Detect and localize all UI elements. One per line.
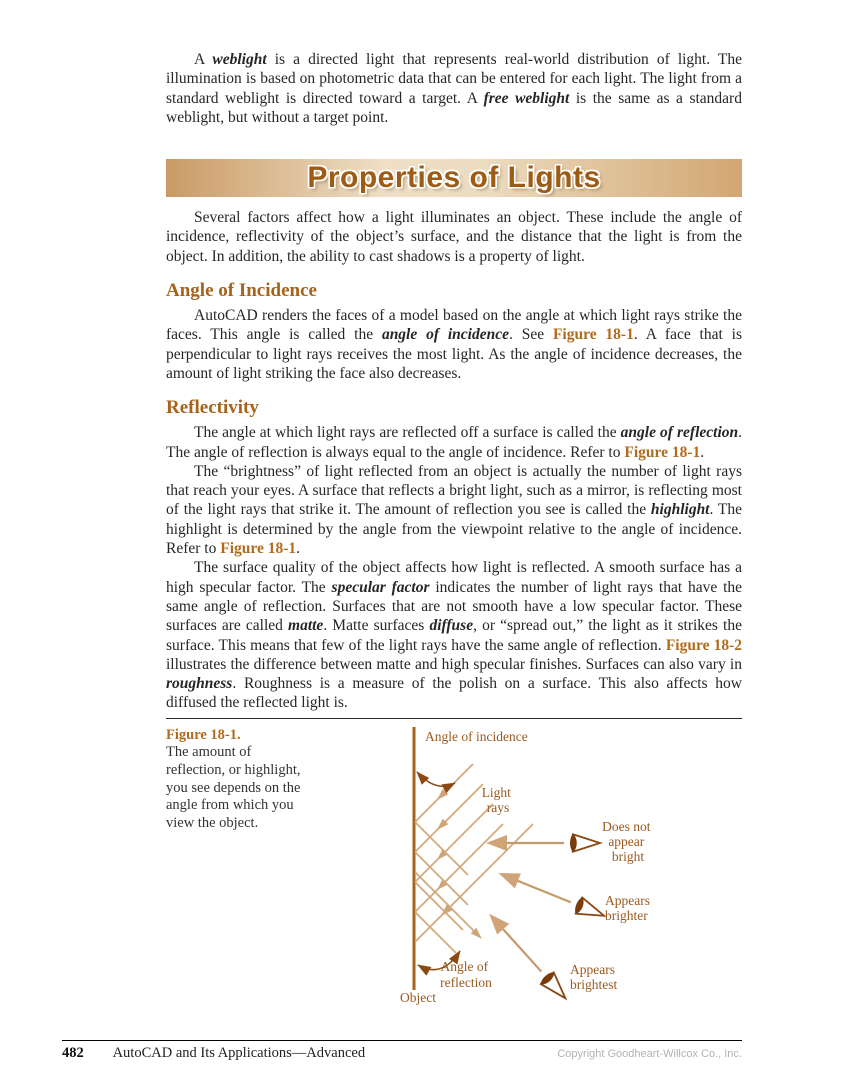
figure-caption-text: The amount of reflection, or highlight, you see depends on the angle from which you view the object. — [166, 744, 301, 831]
heading-reflectivity: Reflectivity — [166, 397, 259, 419]
copyright-notice: Copyright Goodheart-Willcox Co., Inc. — [557, 1048, 742, 1060]
intro-paragraph: A weblight is a directed light that represents real-world distribution of light. The illumination is based on photometric data that can be entered for each light. The light from a standard weblight is directed toward a target. A free weblight is the same as a standard weblight, but without a target point. — [166, 51, 742, 126]
label-angle-of-reflection: Angle of reflection — [440, 958, 492, 990]
eye-icon-brightest — [482, 907, 572, 1004]
figure-18-1 — [166, 727, 742, 1027]
text-column — [166, 50, 742, 1027]
eye-icon-brighter — [495, 864, 607, 923]
label-angle-of-incidence: Angle of incidence — [425, 728, 528, 744]
figure-label: Figure 18-1. — [166, 726, 241, 743]
incident-light-rays — [415, 764, 533, 942]
reflection-diagram — [398, 719, 747, 1019]
heading-angle-of-incidence: Angle of Incidence — [166, 280, 317, 302]
eye-icon-not-bright — [486, 834, 600, 852]
page-footer — [62, 1040, 742, 1062]
angle-of-incidence-paragraph: AutoCAD renders the faces of a model based on the angle at which light rays strike the faces. This angle is called the angle of incidence. See Figure 18-1. A face that is perpendicular to light rays receives the most light. As the angle of incidence decreases, the amount of light striking the face also decreases. — [166, 307, 742, 382]
reflectivity-paragraph-3: The surface quality of the object affects how light is reflected. A smooth surface has a high specular factor. The specular factor indicates the number of light rays that have the same angle of reflection. Surfaces that are not smooth have a low specular factor. These surfaces are called matte. Matte surfaces diffuse, or “spread out,” the light as it strikes the surface. This means that few of the light rays have the same angle of reflection. Figure 18-2 illustrates the difference between matte and high specular finishes. Surfaces can also vary in roughness. Roughness is a measure of the polish on a surface. This also affects how diffused the reflected light is. — [166, 559, 742, 712]
label-light-rays: Light rays — [481, 784, 511, 815]
book-title: AutoCAD and Its Applications—Advanced — [112, 1045, 366, 1061]
label-appears-brighter: Appears brighter — [605, 892, 650, 923]
page-title: Properties of Lights — [307, 161, 601, 195]
label-object: Object — [400, 989, 436, 1005]
overview-paragraph: Several factors affect how a light illuminates an object. These include the angle of incidence, reflectivity of the object’s surface, and the distance that the light is from the object. In addition, the ability to cast shadows is a property of light. — [166, 209, 742, 265]
section-banner — [166, 159, 742, 197]
reflectivity-paragraph-2: The “brightness” of light reflected from an object is actually the number of light rays that reach your eyes. A surface that reflects a bright light, such as a mirror, is reflecting most of the light rays that strike it. The amount of reflection you see is called the highlight. The highlight is determined by the angle from the viewpoint relative to the angle of incidence. Refer to Figure 18-1. — [166, 462, 742, 558]
angle-of-incidence-arc — [417, 772, 455, 786]
label-does-not-appear-bright: Does not appear bright — [602, 818, 651, 864]
figure-caption — [166, 727, 308, 833]
footer-left — [62, 1045, 365, 1062]
page-number: 482 — [62, 1045, 84, 1061]
reflectivity-paragraph-1: The angle at which light rays are reflected off a surface is called the angle of reflection. The angle of reflection is always equal to the angle of incidence. Refer to Figure 18-1. — [166, 424, 742, 461]
label-appears-brightest: Appears brightest — [570, 961, 618, 992]
